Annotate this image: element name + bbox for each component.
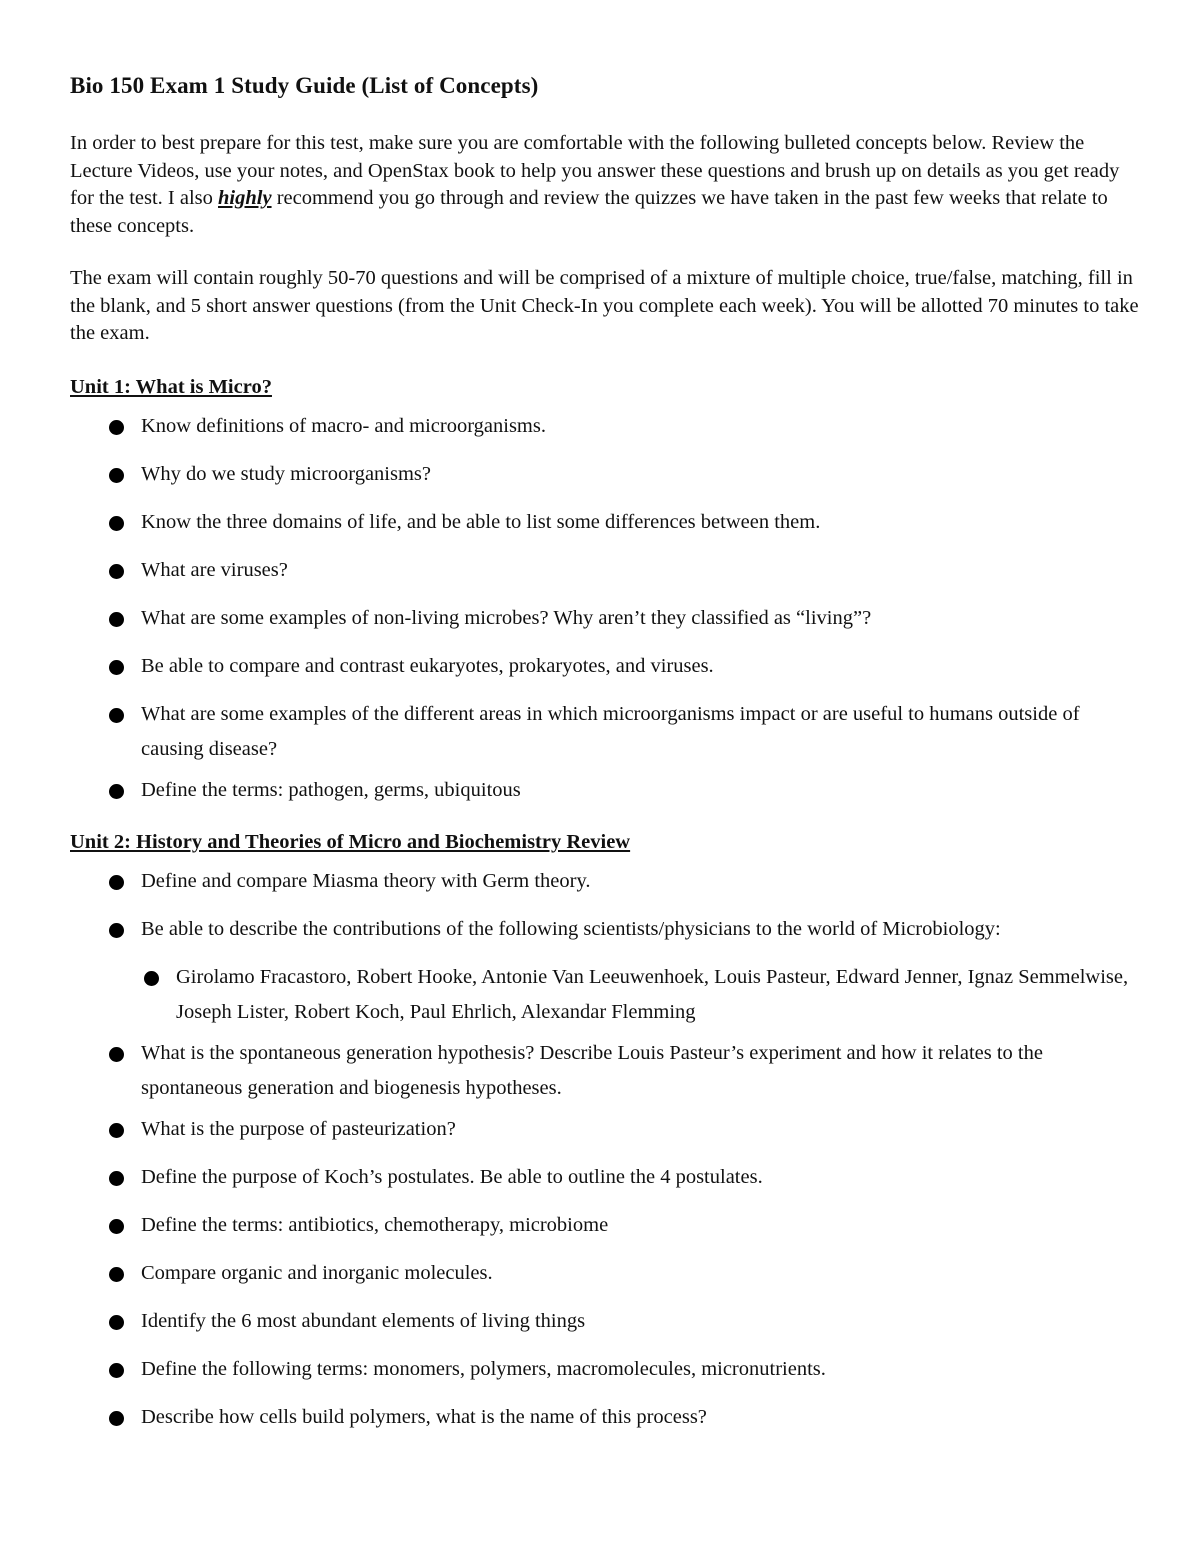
bullet-icon [109,1047,124,1062]
bullet-icon [109,516,124,531]
list-item-sub: Girolamo Fracastoro, Robert Hooke, Antonie Van Leeuwenhoek, Louis Pasteur, Edward Jenner, Ignaz Semmelwise, Joseph Lister, Robert Koch, Paul Ehrlich, Alexandar Flemming [70,960,1140,1030]
exam-info-paragraph: The exam will contain roughly 50-70 questions and will be comprised of a mixture of multiple choice, true/false, matching, fill in the blank, and 5 short answer questions (from the Unit Check-In you complete each week). You will be allotted 70 minutes to take the exam. [70,267,1139,344]
bullet-icon [109,923,124,938]
list-item: What are some examples of non-living microbes? Why aren’t they classified as “living”? [70,601,1140,636]
bullet-icon [109,420,124,435]
list-item: Define the following terms: monomers, polymers, macromolecules, micronutrients. [70,1352,1140,1387]
list-item: Why do we study microorganisms? [70,457,1140,492]
intro-text-part1: In order to best prepare for this test, make sure you are comfortable with the following bulleted concepts below. Review the Lecture Videos, use your notes, and OpenStax book to help you answer these questions and brush up on details as you get ready for the test. I also [70,132,1120,209]
bullet-icon [109,1411,124,1426]
bullet-icon [109,468,124,483]
list-item: Define the terms: antibiotics, chemotherapy, microbiome [70,1208,1140,1243]
list-item: Know the three domains of life, and be able to list some differences between them. [70,505,1140,540]
list-item: What are some examples of the different areas in which microorganisms impact or are useful to humans outside of causing disease? [70,697,1140,767]
list-item: Define and compare Miasma theory with Germ theory. [70,864,1140,899]
unit1-list [70,409,1140,808]
document-title: Bio 150 Exam 1 Study Guide (List of Concepts) [70,73,539,98]
unit2-list [70,864,1140,1435]
list-item: Define the terms: pathogen, germs, ubiquitous [70,773,1140,808]
document-page [70,68,1140,1455]
list-item: Be able to describe the contributions of the following scientists/physicians to the world of Microbiology: [70,912,1140,947]
bullet-icon [109,612,124,627]
bullet-icon [144,971,159,986]
bullet-icon [109,1123,124,1138]
unit1-heading: Unit 1: What is Micro? [70,375,272,398]
bullet-icon [109,875,124,890]
bullet-icon [109,1171,124,1186]
intro-text-part2: recommend you go through and review the quizzes we have taken in the past few weeks that relate to these concepts. [70,187,1108,237]
bullet-icon [109,708,124,723]
list-item: Compare organic and inorganic molecules. [70,1256,1140,1291]
unit2-heading: Unit 2: History and Theories of Micro and Biochemistry Review [70,830,631,853]
list-item: What are viruses? [70,553,1140,588]
list-item: Describe how cells build polymers, what is the name of this process? [70,1400,1140,1435]
bullet-icon [109,1267,124,1282]
list-item: What is the purpose of pasteurization? [70,1112,1140,1147]
bullet-icon [109,1219,124,1234]
bullet-icon [109,564,124,579]
bullet-icon [109,1363,124,1378]
list-item: Be able to compare and contrast eukaryotes, prokaryotes, and viruses. [70,649,1140,684]
bullet-icon [109,660,124,675]
list-item: Identify the 6 most abundant elements of living things [70,1304,1140,1339]
list-item: Define the purpose of Koch’s postulates. Be able to outline the 4 postulates. [70,1160,1140,1195]
bullet-icon [109,1315,124,1330]
intro-emphasis: highly [218,187,272,209]
intro-paragraph [70,130,1140,240]
list-item: Know definitions of macro- and microorganisms. [70,409,1140,444]
bullet-icon [109,784,124,799]
list-item: What is the spontaneous generation hypothesis? Describe Louis Pasteur’s experiment and how it relates to the spontaneous generation and biogenesis hypotheses. [70,1036,1140,1106]
